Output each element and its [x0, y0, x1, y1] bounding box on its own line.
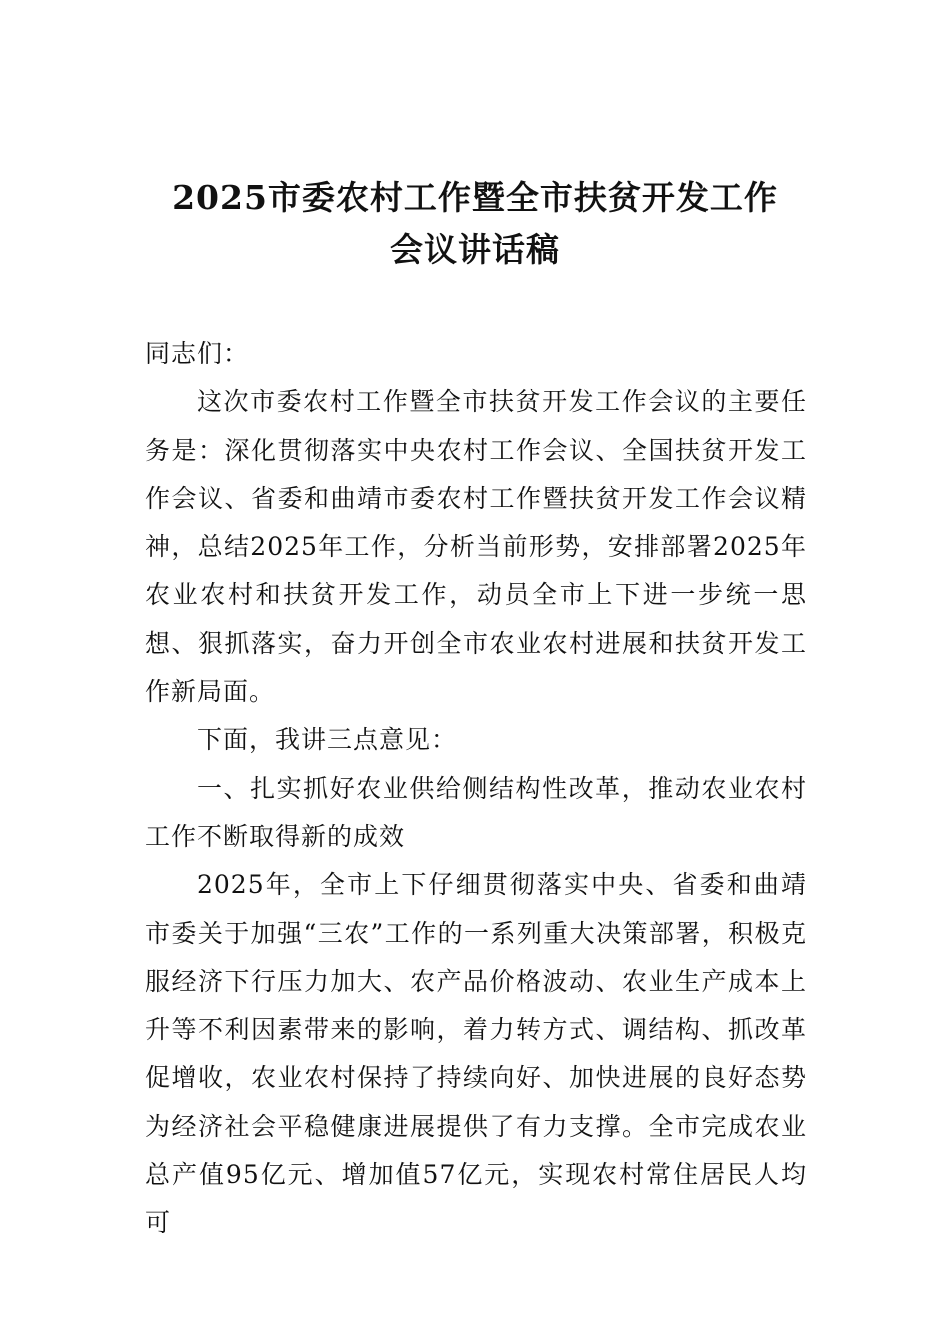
- document-title-line-1: 2025市委农村工作暨全市扶贫开发工作: [172, 178, 778, 217]
- paragraph-outline: 下面，我讲三点意见：: [197, 725, 458, 755]
- paragraph-summary: 2025年，全市上下仔细贯彻落实中央、省委和曲靖市委关于加强“三农”工作的一系列重大决策部署，积极克服经济下行压力加大、农产品价格波动、农业生产成本上升等不利因素带来的影响，着力转方式、调结构、抓改革促增收，农业农村保持了持续向好、加快进展的良好态势为经济社会平稳健康进展提供了有力支撑。全市完成农业总产值95亿元、增加值57亿元，实现农村常住居民人均可: [145, 870, 807, 1238]
- salutation: 同志们：: [145, 339, 250, 368]
- document-body: [145, 330, 807, 1248]
- paragraph-intro: 这次市委农村工作暨全市扶贫开发工作会议的主要任务是：深化贯彻落实中央农村工作会议、全国扶贫开发工作会议、省委和曲靖市委农村工作暨扶贫开发工作会议精神，总结2025年工作，分析当前形势，安排部署2025年农业农村和扶贫开发工作，动员全市上下进一步统一思想、狠抓落实，奋力开创全市农业农村进展和扶贫开发工作新局面。: [145, 387, 807, 707]
- section-heading-1: 一、扎实抓好农业供给侧结构性改革，推动农业农村工作不断取得新的成效: [145, 773, 807, 851]
- document-title-line-2: 会议讲话稿: [390, 230, 560, 269]
